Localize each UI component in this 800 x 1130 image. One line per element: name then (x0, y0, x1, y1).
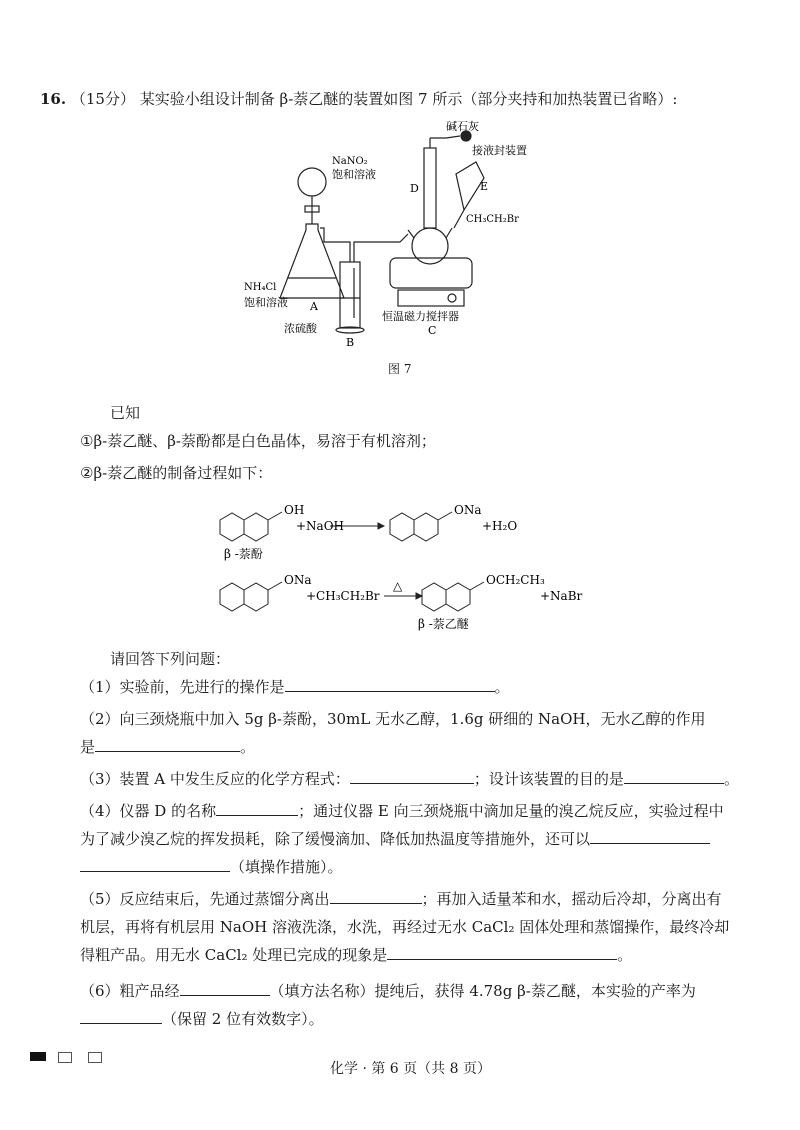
r1-h2o: +H₂O (482, 519, 518, 533)
answer-blank-5b[interactable] (387, 945, 617, 960)
r1-name: β -萘酚 (224, 547, 263, 561)
label-nano2: NaNO₂ (332, 156, 368, 167)
label-e: E (480, 180, 489, 193)
answer-blank-3b[interactable] (624, 769, 724, 784)
r2-delta: △ (393, 579, 403, 593)
label-c: C (428, 324, 437, 337)
subq-6a-text: （6）粗产品经 (80, 982, 180, 1000)
subq-4d (80, 856, 343, 877)
subq-6a (80, 980, 696, 1001)
subq-4c-text: 为了减少溴乙烷的挥发损耗，除了缓慢滴加、降低加热温度等措施外，还可以 (80, 830, 591, 848)
subq-5b-text: ；再加入适量苯和水，摇动后冷却，分离出有 (421, 890, 722, 908)
r2-ona: ONa (284, 573, 312, 587)
subq-3 (80, 768, 739, 789)
subq-1 (80, 676, 510, 697)
label-d: D (410, 182, 419, 195)
label-nh4cl-sat: 饱和溶液 (244, 296, 288, 309)
question-intro: 某实验小组设计制备 β-萘乙醚的装置如图 7 所示（部分夹持和加热装置已省略）: (139, 90, 678, 108)
subq-6c-text: （保留 2 位有效数字）。 (162, 1010, 324, 1028)
subq-2b (80, 736, 255, 757)
subq-2a: （2）向三颈烧瓶中加入 5g β-萘酚，30mL 无水乙醇，1.6g 研细的 NaOH，无水乙醇的作用 (80, 710, 706, 728)
subq-3b-text: ；设计该装置的目的是 (473, 770, 624, 788)
subq-1-text: （1）实验前，先进行的操作是 (80, 678, 285, 696)
subq-5a (80, 888, 722, 909)
subq-5d (80, 944, 632, 965)
figure-caption: 图 7 (388, 362, 412, 376)
subq-4a (80, 800, 724, 821)
naphthalene-ring (220, 513, 244, 541)
label-nano2-sat: 饱和溶液 (332, 168, 376, 181)
answer-blank-6b[interactable] (80, 1009, 162, 1024)
known-heading: 已知 (110, 404, 141, 422)
condenser-d (424, 148, 436, 228)
answer-blank-3a[interactable] (350, 769, 474, 784)
subq-3a-text: （3）装置 A 中发生反应的化学方程式： (80, 770, 350, 788)
magnetic-stirrer-c (390, 258, 472, 288)
r1-oh: OH (284, 503, 305, 517)
answer-blank-4c[interactable] (80, 857, 230, 872)
question-score: （15分） (70, 90, 135, 108)
label-stirrer: 恒温磁力搅拌器 (382, 310, 459, 323)
answer-blank-1[interactable] (285, 677, 495, 692)
subq-6b-text: （填方法名称）提纯后，获得 4.78g β-萘乙醚，本实验的产率为 (269, 982, 696, 1000)
r2-etbr: +CH₃CH₂Br (306, 589, 380, 603)
r1-ona: ONa (454, 503, 482, 517)
label-ch3ch2br: CH₃CH₂Br (466, 214, 519, 225)
separatory-funnel (298, 168, 326, 196)
r2-nabr: +NaBr (540, 589, 583, 603)
subq-4a-text: （4）仪器 D 的名称 (80, 802, 217, 820)
subq-6c (80, 1008, 324, 1029)
r1-naoh: +NaOH (296, 519, 345, 533)
question-number: 16. (40, 90, 67, 108)
label-seal: 接液封装置 (472, 144, 527, 157)
footer-mark-empty-2 (88, 1052, 102, 1063)
label-h2so4: 浓硫酸 (284, 322, 317, 335)
label-a: A (310, 300, 318, 313)
answer-blank-4b[interactable] (590, 829, 710, 844)
r2-name: β -萘乙醚 (418, 617, 469, 631)
footer-mark-filled (30, 1052, 46, 1061)
answer-blank-2[interactable] (95, 737, 240, 752)
prompt: 请回答下列问题： (110, 650, 231, 668)
r2-oet: OCH₂CH₃ (486, 573, 545, 587)
answer-blank-5a[interactable] (330, 889, 422, 904)
subq-4d-text: （填操作措施）。 (230, 858, 343, 876)
subq-4b-text: ；通过仪器 E 向三颈烧瓶中滴加足量的溴乙烷反应，实验过程中 (298, 802, 724, 820)
label-soda-lime: 碱石灰 (446, 120, 479, 133)
question-header (40, 88, 677, 109)
label-nh4cl: NH₄Cl (244, 282, 277, 293)
subq-5c: 机层，再将有机层用 NaOH 溶液洗涤，水洗，再经过无水 CaCl₂ 固体处理和蒸馏操作，最终冷却 (80, 918, 730, 936)
subq-5a-text: （5）反应结束后，先通过蒸馏分离出 (80, 890, 330, 908)
subq-5d-text: 得粗产品。用无水 CaCl₂ 处理已完成的现象是 (80, 946, 388, 964)
known-item-1: ①β-萘乙醚、β-萘酚都是白色晶体，易溶于有机溶剂； (80, 432, 436, 450)
answer-blank-6a[interactable] (180, 981, 270, 996)
footer-mark-empty-1 (58, 1052, 72, 1063)
subq-1-end: 。 (494, 678, 510, 696)
subq-2-end: 。 (240, 738, 256, 756)
answer-blank-4a[interactable] (216, 801, 298, 816)
apparatus-figure (240, 118, 540, 358)
reaction-2 (210, 568, 610, 632)
label-b: B (346, 336, 355, 349)
flask-a (280, 224, 344, 298)
page-footer: 化学 · 第 6 页（共 8 页） (330, 1061, 491, 1077)
subq-4c (80, 828, 710, 849)
subq-5-end: 。 (617, 946, 633, 964)
subq-3-end: 。 (723, 770, 739, 788)
reaction-1 (210, 498, 590, 562)
known-item-2: ②β-萘乙醚的制备过程如下： (80, 464, 273, 482)
subq-2b-text: 是 (80, 738, 96, 756)
